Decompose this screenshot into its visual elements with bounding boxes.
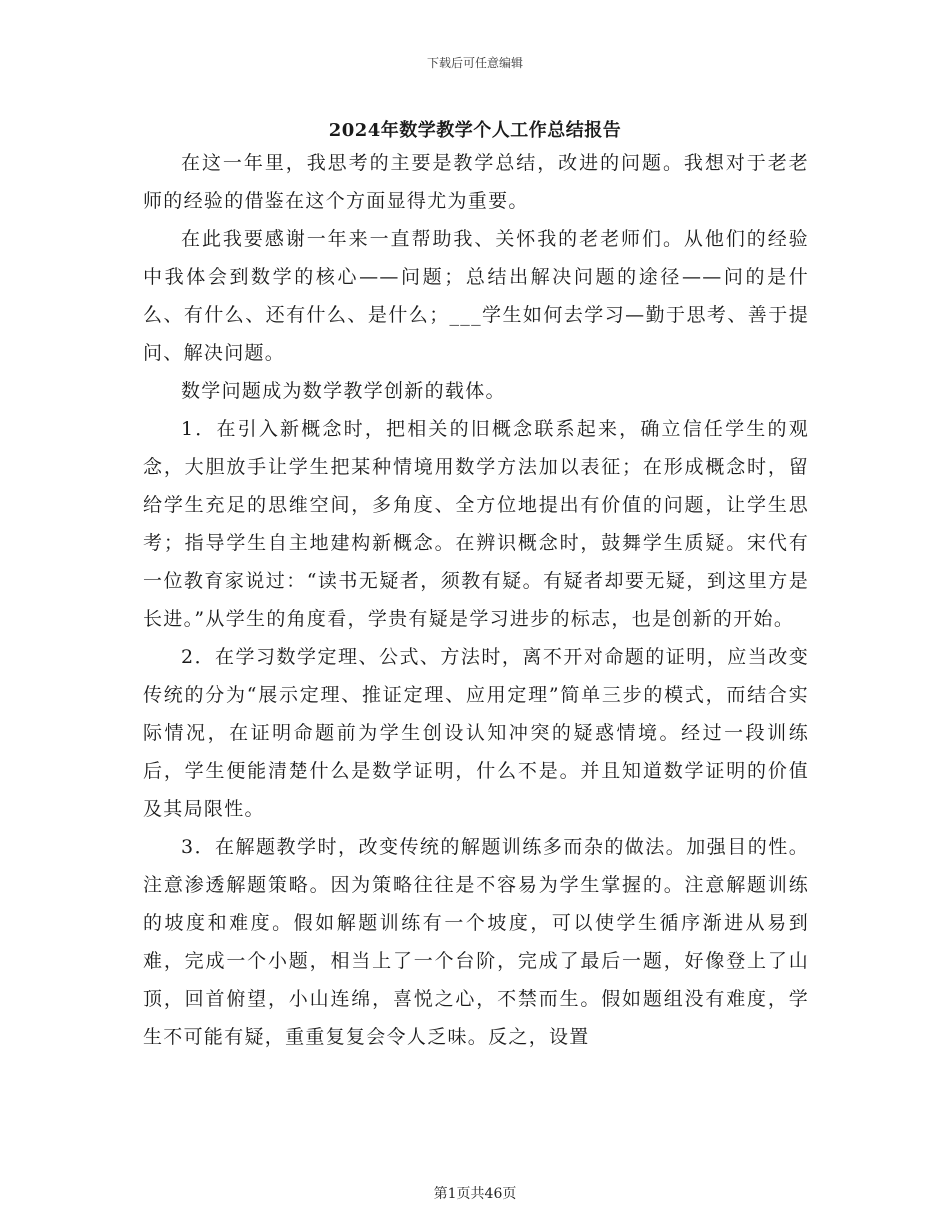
paragraph: 1．在引入新概念时，把相关的旧概念联系起来，确立信任学生的观念，大胆放手让学生把某种情境用数学方法加以表征；在形成概念时，留给学生充足的思维空间，多角度、全方位地提出有价值的问题，让学生思考；指导学生自主地建构新概念。在辨识概念时，鼓舞学生质疑。宋代有一位教育家说过：“读书无疑者，须教有疑。有疑者却要无疑，到这里方是长进。”从学生的角度看，学贵有疑是学习进步的标志，也是创新的开始。 (143, 418, 809, 630)
page-footer: 第1页共46页 (433, 1186, 517, 1202)
header-note: 下载后可任意编辑 (426, 56, 523, 70)
document-body (143, 144, 809, 1056)
paragraph: 2．在学习数学定理、公式、方法时，离不开对命题的证明，应当改变传统的分为“展示定理、推证定理、应用定理”简单三步的模式，而结合实际情况，在证明命题前为学生创设认知冲突的疑惑情境。经过一段训练后，学生便能清楚什么是数学证明，什么不是。并且知道数学证明的价值及其局限性。 (143, 646, 809, 820)
paragraph: 3．在解题教学时，改变传统的解题训练多而杂的做法。加强目的性。注意渗透解题策略。因为策略往往是不容易为学生掌握的。注意解题训练的坡度和难度。假如解题训练有一个坡度，可以使学生循序渐进从易到难，完成一个小题，相当上了一个台阶，完成了最后一题，好像登上了山顶，回首俯望，小山连绵，喜悦之心，不禁而生。假如题组没有难度，学生不可能有疑，重重复复会令人乏味。反之，设置 (143, 836, 809, 1048)
document-title: 2024年数学教学个人工作总结报告 (328, 120, 622, 141)
paragraph: 数学问题成为数学教学创新的载体。 (181, 380, 506, 402)
paragraph: 在这一年里，我思考的主要是教学总结，改进的问题。我想对于老老师的经验的借鉴在这个方面显得尤为重要。 (143, 152, 809, 212)
paragraph: 在此我要感谢一年来一直帮助我、关怀我的老老师们。从他们的经验中我体会到数学的核心——问题；总结出解决问题的途径——问的是什么、有什么、还有什么、是什么；___学生如何去学习—勤于思考、善于提问、解决问题。 (143, 228, 809, 364)
